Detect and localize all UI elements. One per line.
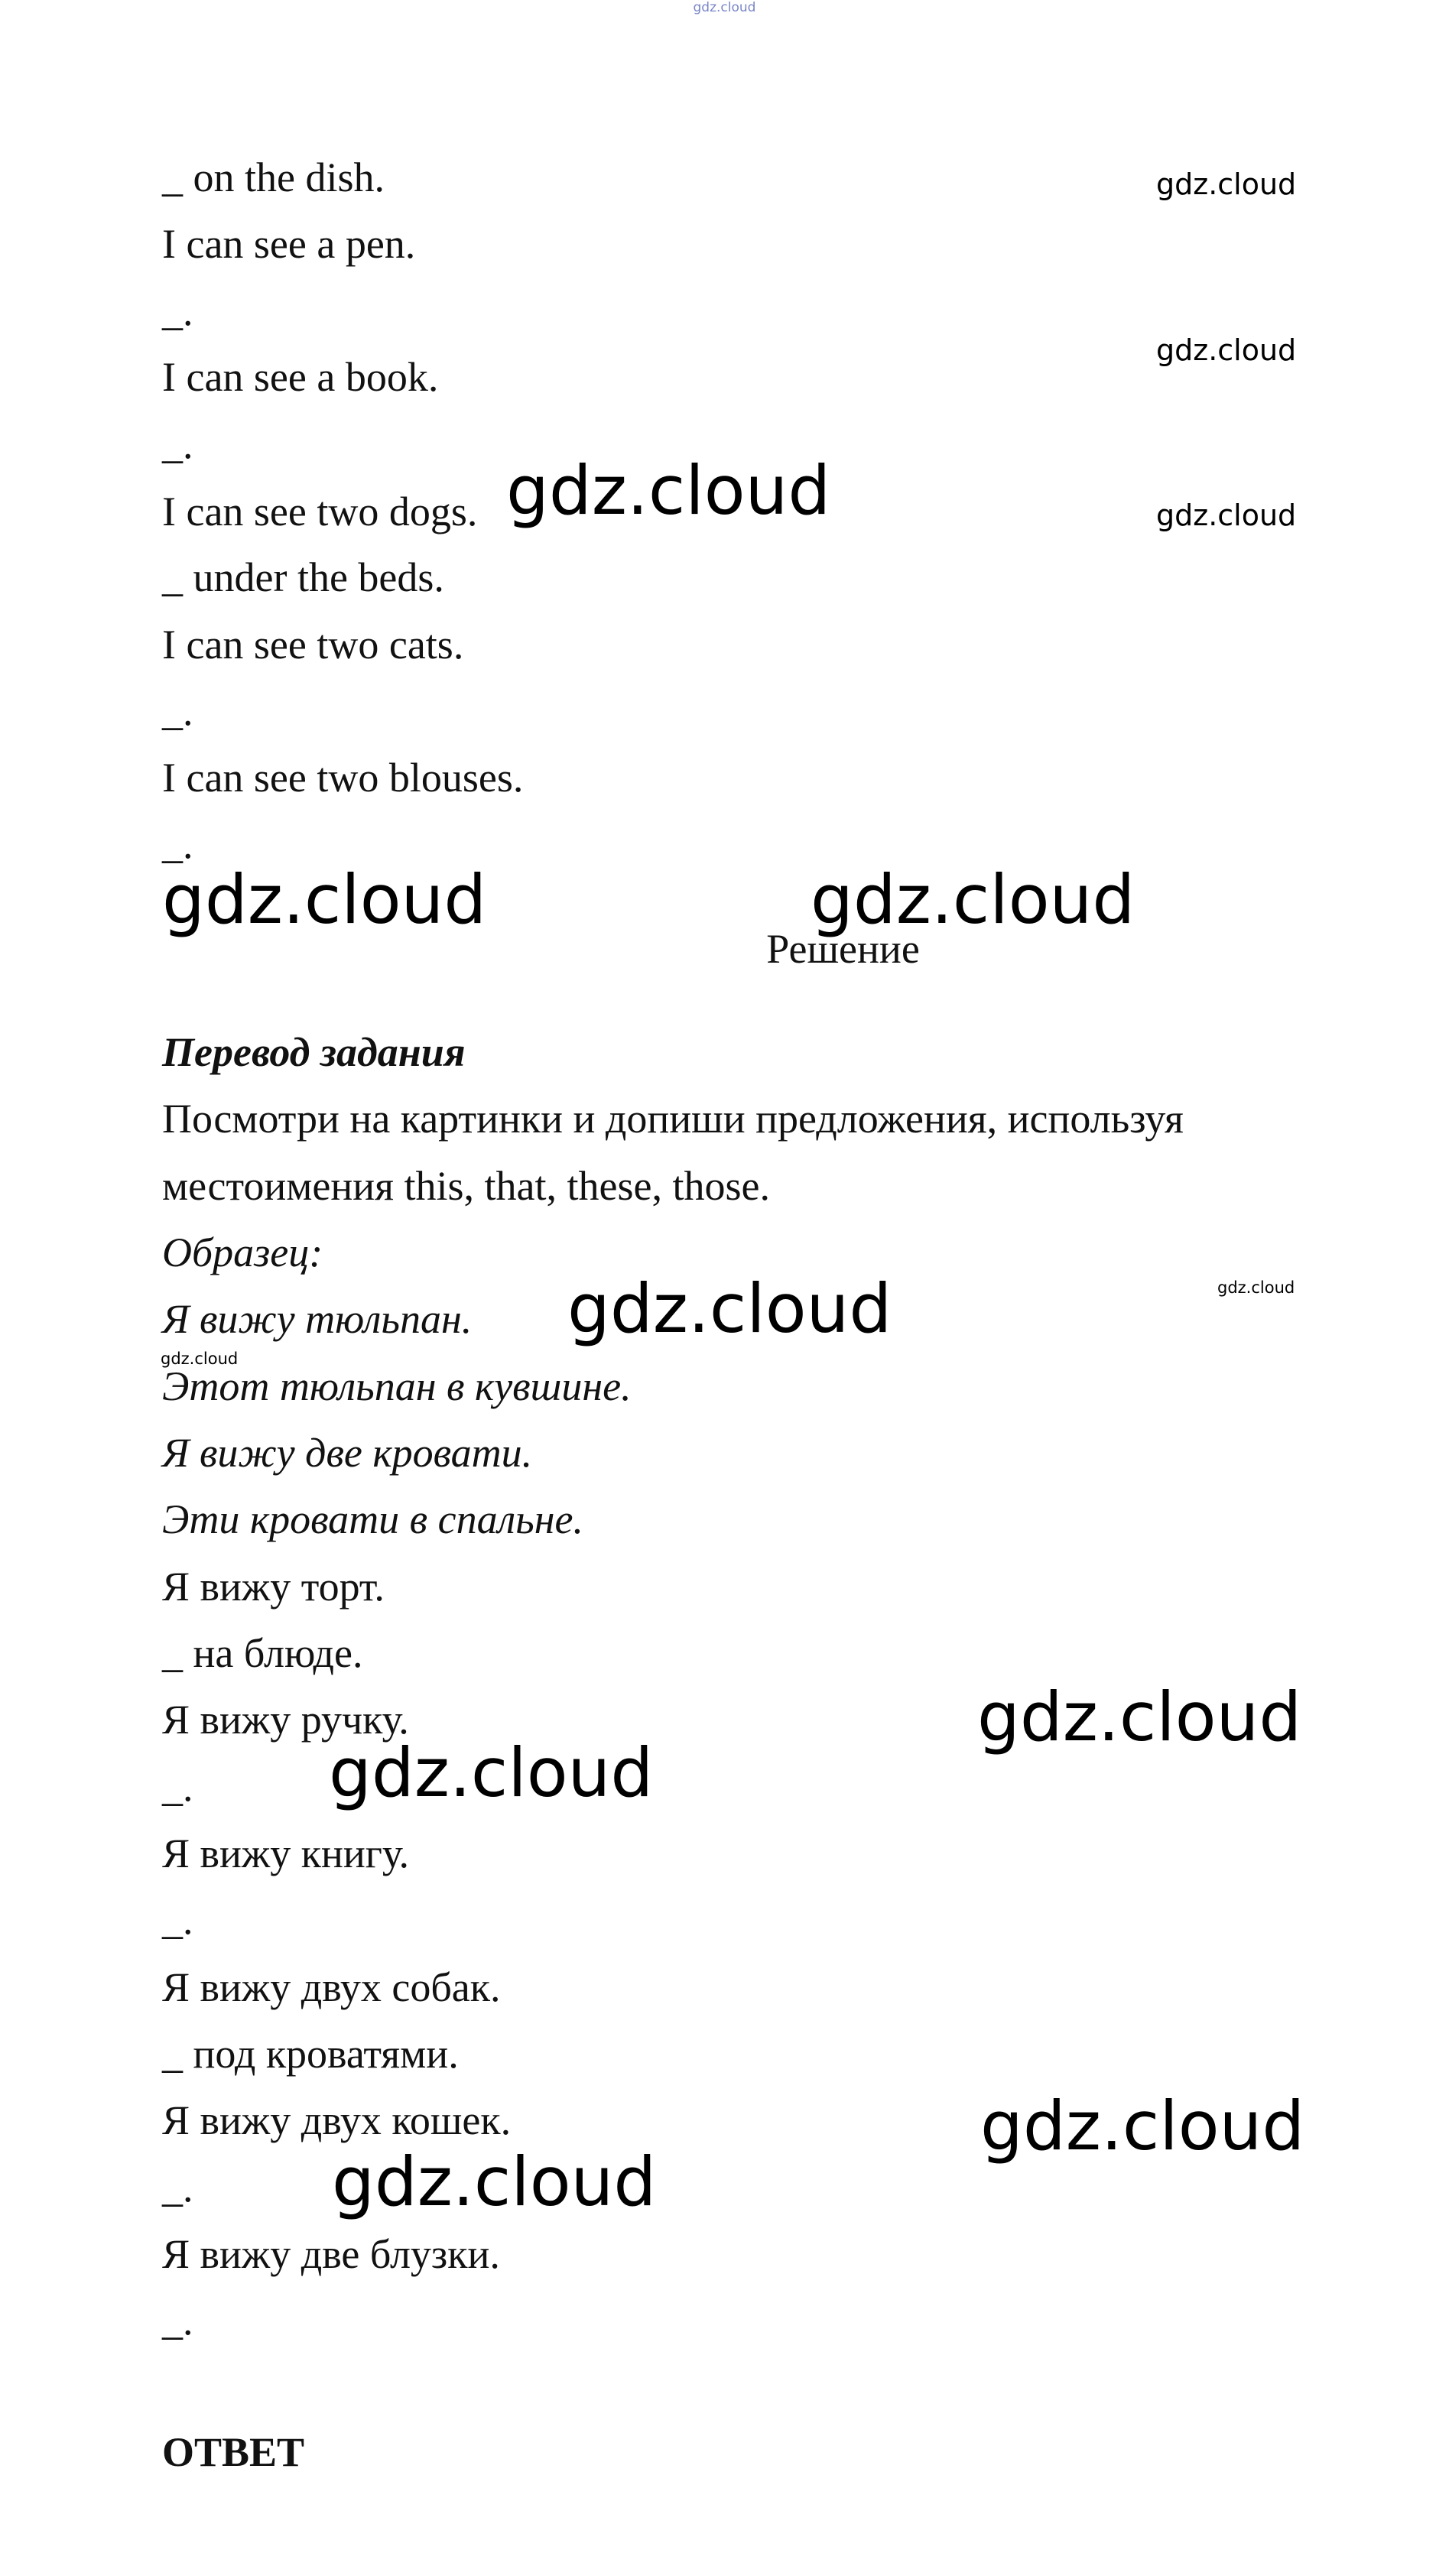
watermark: gdz.cloud [1217, 1278, 1295, 1297]
translation-line: _. [162, 1897, 193, 1943]
watermark: gdz.cloud [329, 1733, 654, 1812]
watermark: gdz.cloud [980, 2087, 1305, 2165]
watermark: gdz.cloud [977, 1678, 1302, 1756]
translation-line: Я вижу ручку. [162, 1697, 409, 1743]
translation-line: Я вижу книгу. [162, 1830, 409, 1876]
exercise-line: _ under the beds. [162, 554, 444, 600]
instructions-line: Посмотри на картинки и допиши предложения, используя [162, 1096, 1184, 1142]
exercise-line: I can see two dogs. [162, 489, 478, 534]
translation-line: Я вижу торт. [162, 1564, 385, 1610]
watermark: gdz.cloud [162, 860, 487, 939]
watermark: gdz.cloud [506, 451, 831, 530]
watermark: gdz.cloud [332, 2142, 657, 2221]
watermark: gdz.cloud [1156, 333, 1297, 367]
top-watermark: gdz.cloud [693, 0, 756, 15]
translation-line: Я вижу две блузки. [162, 2231, 500, 2277]
exercise-line: _. [162, 288, 193, 334]
watermark: gdz.cloud [1156, 499, 1297, 532]
example-line: Эти кровати в спальне. [162, 1496, 583, 1542]
exercise-line: _. [162, 421, 193, 467]
exercise-line: _. [162, 821, 193, 867]
translation-line: _. [162, 2298, 193, 2344]
example-line: Я вижу тюльпан. [162, 1296, 473, 1342]
example-line: Этот тюльпан в кувшине. [162, 1363, 632, 1409]
solution-heading: Решение [766, 926, 920, 972]
watermark: gdz.cloud [161, 1350, 239, 1368]
watermark: gdz.cloud [567, 1269, 892, 1348]
example-label: Образец: [162, 1230, 323, 1275]
exercise-line: I can see a pen. [162, 221, 416, 267]
exercise-line: I can see two blouses. [162, 755, 524, 801]
translation-line: Я вижу двух кошек. [162, 2097, 512, 2143]
watermark: gdz.cloud [811, 860, 1135, 939]
answer-heading: ОТВЕТ [162, 2429, 305, 2475]
example-line: Я вижу две кровати. [162, 1430, 533, 1476]
exercise-line: _. [162, 688, 193, 734]
watermark: gdz.cloud [1156, 167, 1297, 201]
translation-title: Перевод задания [162, 1029, 466, 1075]
instructions-line: местоимения this, that, these, those. [162, 1163, 770, 1209]
exercise-line: I can see two cats. [162, 622, 464, 668]
exercise-line: I can see a book. [162, 354, 439, 400]
translation-line: Я вижу двух собак. [162, 1964, 501, 2010]
exercise-line: _ on the dish. [162, 154, 385, 200]
translation-line: _ на блюде. [162, 1630, 363, 1676]
translation-line: _ под кроватями. [162, 2031, 459, 2077]
translation-line: _. [162, 1764, 193, 1810]
translation-line: _. [162, 2165, 193, 2211]
